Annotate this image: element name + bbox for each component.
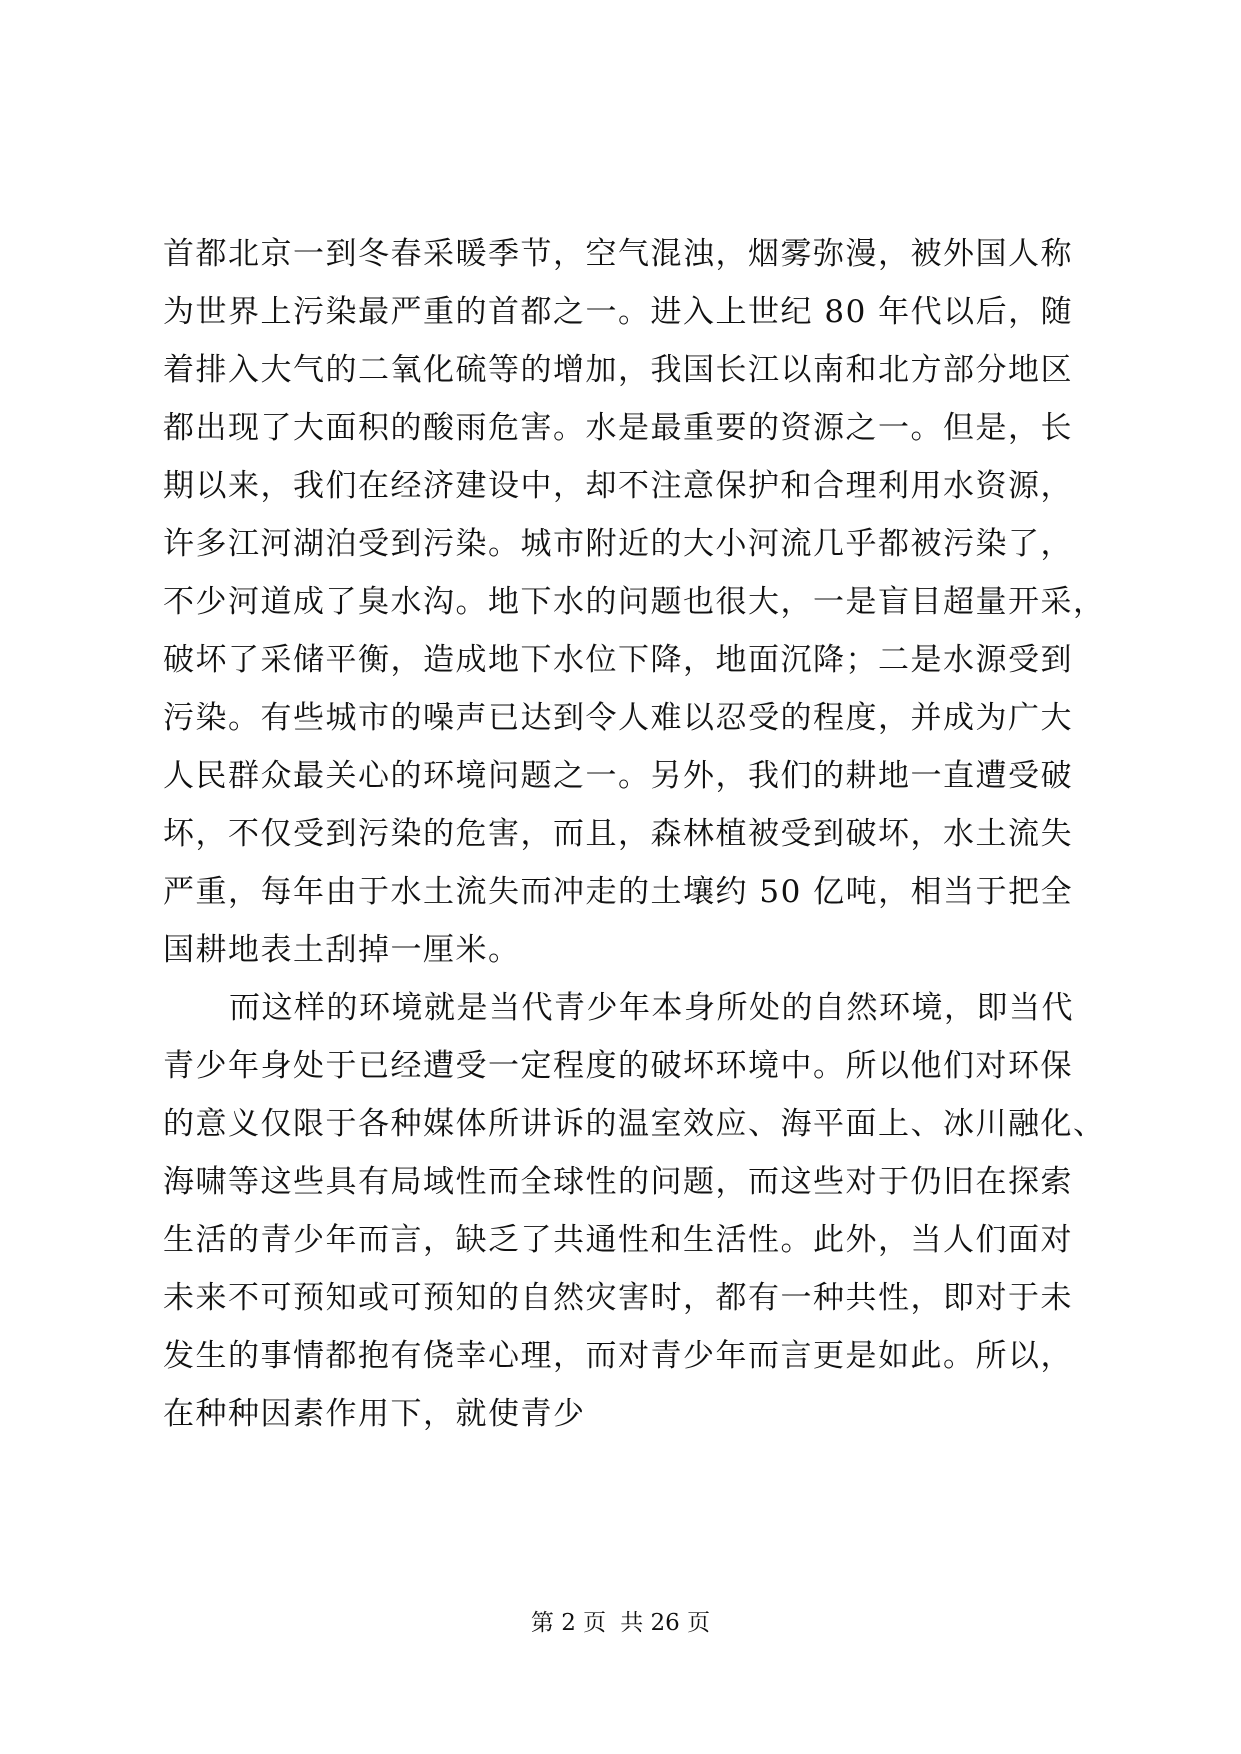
page-number: 第 2 页	[530, 1610, 607, 1636]
text-line: 人民群众最关心的环境问题之一。另外，我们的耕地一直遭受破	[163, 758, 1073, 794]
text-line: 青少年身处于已经遭受一定程度的破坏环境中。所以他们对环保	[163, 1048, 1073, 1084]
text-line: 海啸等这些具有局域性而全球性的问题，而这些对于仍旧在探索	[163, 1164, 1073, 1200]
text-line: 期以来，我们在经济建设中，却不注意保护和合理利用水资源，	[163, 468, 1073, 504]
text-line: 严重，每年由于水土流失而冲走的土壤约 50 亿吨，相当于把全	[163, 874, 1074, 910]
text-line: 为世界上污染最严重的首都之一。进入上世纪 80 年代以后，随	[163, 294, 1074, 330]
page-footer	[0, 1608, 1241, 1638]
text-line: 首都北京一到冬春采暖季节，空气混浊，烟雾弥漫，被外国人称	[163, 236, 1073, 272]
text-line: 而这样的环境就是当代青少年本身所处的自然环境，即当代	[229, 990, 1074, 1026]
text-line: 国耕地表土刮掉一厘米。	[163, 932, 521, 968]
text-line: 在种种因素作用下，就使青少	[163, 1396, 586, 1432]
text-line: 污染。有些城市的噪声已达到令人难以忍受的程度，并成为广大	[163, 700, 1073, 736]
text-line: 不少河道成了臭水沟。地下水的问题也很大，一是盲目超量开采，	[163, 584, 1106, 620]
text-line: 的意义仅限于各种媒体所讲诉的温室效应、海平面上、冰川融化、	[163, 1106, 1106, 1142]
text-line: 生活的青少年而言，缺乏了共通性和生活性。此外，当人们面对	[163, 1222, 1073, 1258]
text-line: 坏，不仅受到污染的危害，而且，森林植被受到破坏，水土流失	[163, 816, 1073, 852]
body-text	[163, 225, 1106, 1443]
text-line: 发生的事情都抱有侥幸心理，而对青少年而言更是如此。所以，	[163, 1338, 1073, 1374]
text-line: 破坏了采储平衡，造成地下水位下降，地面沉降；二是水源受到	[163, 642, 1073, 678]
text-line: 许多江河湖泊受到污染。城市附近的大小河流几乎都被污染了，	[163, 526, 1073, 562]
text-line: 都出现了大面积的酸雨危害。水是最重要的资源之一。但是，长	[163, 410, 1073, 446]
text-line: 着排入大气的二氧化硫等的增加，我国长江以南和北方部分地区	[163, 352, 1073, 388]
text-line: 未来不可预知或可预知的自然灾害时，都有一种共性，即对于未	[163, 1280, 1073, 1316]
page-total: 共 26 页	[620, 1610, 711, 1636]
